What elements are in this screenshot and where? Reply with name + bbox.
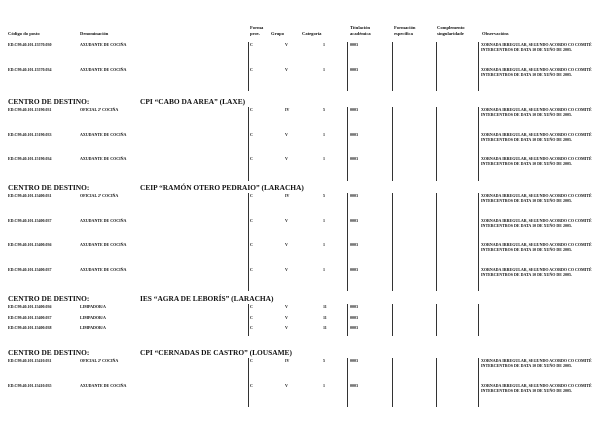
cell-forma: C bbox=[250, 325, 253, 330]
cell-forma: C bbox=[250, 107, 253, 112]
column-divider bbox=[248, 218, 249, 243]
cell-code: ED.C99.40.101.15400.031 bbox=[8, 193, 52, 198]
table-row bbox=[0, 132, 615, 157]
table-row bbox=[0, 267, 615, 292]
cell-forma: C bbox=[250, 382, 253, 388]
cell-denomination: LIMPADOR/A bbox=[80, 304, 106, 309]
cell-code: ED.C99.40.101.15410.035 bbox=[8, 382, 52, 388]
cell-observaciones: XORNADA IRREGULAR, SEGUNDO ACORDO CO COMITÉ INTERCENTROS DE DATA 10 DE XUÑO DE 2005. bbox=[481, 217, 592, 228]
cell-grupo: V bbox=[285, 325, 288, 330]
column-divider bbox=[478, 325, 479, 336]
column-divider bbox=[347, 42, 348, 67]
cell-code: ED.C99.40.101.15570.034 bbox=[8, 66, 52, 72]
cell-categoria: 5 bbox=[323, 193, 325, 198]
table-row bbox=[0, 325, 615, 336]
column-divider bbox=[436, 383, 437, 408]
column-divider bbox=[347, 358, 348, 383]
column-divider bbox=[478, 193, 479, 218]
header-observaciones: Observacións bbox=[482, 31, 509, 36]
table-row bbox=[0, 218, 615, 243]
column-divider bbox=[436, 315, 437, 326]
column-divider bbox=[436, 42, 437, 67]
table-row bbox=[0, 315, 615, 326]
center-label: CENTRO DE DESTINO: bbox=[8, 97, 90, 106]
column-divider bbox=[436, 107, 437, 132]
column-divider bbox=[478, 67, 479, 92]
cell-code: ED.C99.40.101.15400.037 bbox=[8, 314, 52, 320]
cell-observaciones: XORNADA IRREGULAR, SEGUNDO ACORDO CO COMITÉ INTERCENTROS DE DATA 10 DE XUÑO DE 2005. bbox=[481, 266, 592, 277]
cell-observaciones: XORNADA IRREGULAR, SEGUNDO ACORDO CO COMITÉ INTERCENTROS DE DATA 10 DE XUÑO DE 2005. bbox=[481, 242, 592, 252]
header-code: Código do posto bbox=[8, 31, 40, 36]
column-divider bbox=[392, 267, 393, 292]
column-divider bbox=[478, 315, 479, 326]
column-divider bbox=[436, 132, 437, 157]
column-divider bbox=[392, 42, 393, 67]
cell-categoria: 1 bbox=[323, 217, 325, 223]
column-divider bbox=[478, 107, 479, 132]
center-label: CENTRO DE DESTINO: bbox=[8, 348, 90, 357]
cell-grupo: V bbox=[285, 131, 288, 137]
column-divider bbox=[436, 267, 437, 292]
cell-denomination: OFICIAL 2ª COCIÑA bbox=[80, 107, 119, 112]
center-name: CPI “CABO DA AREA” (LAXE) bbox=[140, 97, 246, 106]
column-divider bbox=[436, 358, 437, 383]
column-divider bbox=[347, 304, 348, 315]
column-divider bbox=[392, 304, 393, 315]
cell-code: ED.C99.40.101.15410.031 bbox=[8, 358, 52, 363]
column-divider bbox=[248, 67, 249, 92]
cell-grupo: V bbox=[285, 314, 288, 320]
column-divider bbox=[478, 132, 479, 157]
column-divider bbox=[248, 304, 249, 315]
header-formacion: Formación específica bbox=[394, 25, 416, 36]
cell-denomination: AXUDANTE DE COCIÑA bbox=[80, 156, 127, 161]
cell-titulacion: 0003 bbox=[350, 107, 358, 112]
cell-code: ED.C99.40.101.15190.034 bbox=[8, 156, 52, 161]
column-divider bbox=[392, 67, 393, 92]
cell-observaciones: XORNADA IRREGULAR, SEGUNDO ACORDO CO COMITÉ INTERCENTROS DE DATA 10 DE XUÑO DE 2005. bbox=[481, 107, 592, 117]
cell-observaciones: XORNADA IRREGULAR, SEGUNDO ACORDO CO COMITÉ INTERCENTROS DE DATA 10 DE XUÑO DE 2005. bbox=[481, 66, 592, 77]
cell-titulacion: 0003 bbox=[350, 358, 358, 363]
column-divider bbox=[436, 67, 437, 92]
column-divider bbox=[347, 267, 348, 292]
cell-observaciones: XORNADA IRREGULAR, SEGUNDO ACORDO CO COMITÉ INTERCENTROS DE DATA 10 DE XUÑO DE 2005. bbox=[481, 156, 592, 166]
cell-grupo: V bbox=[285, 304, 288, 309]
column-divider bbox=[436, 193, 437, 218]
cell-forma: C bbox=[250, 156, 253, 161]
column-divider bbox=[347, 193, 348, 218]
header-titulacion: Titulación académica bbox=[350, 25, 371, 36]
column-divider bbox=[248, 383, 249, 408]
cell-observaciones: XORNADA IRREGULAR, SEGUNDO ACORDO CO COMITÉ INTERCENTROS DE DATA 10 DE XUÑO DE 2005. bbox=[481, 382, 592, 393]
column-divider bbox=[436, 304, 437, 315]
cell-denomination: AXUDANTE DE COCIÑA bbox=[80, 66, 127, 72]
cell-denomination: AXUDANTE DE COCIÑA bbox=[80, 266, 127, 272]
cell-code: ED.C99.40.101.15400.036 bbox=[8, 304, 52, 309]
cell-titulacion: 0003 bbox=[350, 382, 358, 388]
cell-code: ED.C99.40.101.15190.031 bbox=[8, 107, 52, 112]
column-divider bbox=[392, 218, 393, 243]
column-divider bbox=[392, 193, 393, 218]
column-divider bbox=[347, 325, 348, 336]
cell-code: ED.C99.40.101.15400.037 bbox=[8, 266, 52, 272]
column-divider bbox=[248, 42, 249, 67]
column-divider bbox=[478, 156, 479, 181]
center-heading bbox=[8, 294, 273, 303]
cell-forma: C bbox=[250, 193, 253, 198]
column-divider bbox=[347, 156, 348, 181]
cell-grupo: V bbox=[285, 242, 288, 247]
column-divider bbox=[392, 358, 393, 383]
cell-titulacion: 0003 bbox=[350, 156, 358, 161]
cell-denomination: OFICIAL 2ª COCIÑA bbox=[80, 358, 119, 363]
column-divider bbox=[248, 156, 249, 181]
cell-observaciones: XORNADA IRREGULAR, SEGUNDO ACORDO CO COMITÉ INTERCENTROS DE DATA 10 DE XUÑO DE 2005. bbox=[481, 42, 592, 52]
cell-observaciones: XORNADA IRREGULAR, SEGUNDO ACORDO CO COMITÉ INTERCENTROS DE DATA 10 DE XUÑO DE 2005. bbox=[481, 131, 592, 142]
column-divider bbox=[478, 242, 479, 267]
column-divider bbox=[347, 315, 348, 326]
center-label: CENTRO DE DESTINO: bbox=[8, 183, 90, 192]
cell-titulacion: 0003 bbox=[350, 242, 358, 247]
column-divider bbox=[392, 383, 393, 408]
header-categoria: Categoría bbox=[302, 31, 322, 36]
cell-categoria: 11 bbox=[323, 325, 327, 330]
column-divider bbox=[436, 156, 437, 181]
header-forma: Forma prov. bbox=[250, 25, 264, 36]
cell-forma: C bbox=[250, 217, 253, 223]
column-divider bbox=[436, 242, 437, 267]
center-name: CEIP “RAMÓN OTERO PEDRAIO” (LARACHA) bbox=[140, 183, 304, 192]
cell-categoria: 1 bbox=[323, 242, 325, 247]
cell-denomination: AXUDANTE DE COCIÑA bbox=[80, 42, 127, 47]
cell-categoria: 1 bbox=[323, 42, 325, 47]
table-row bbox=[0, 383, 615, 408]
cell-categoria: 1 bbox=[323, 266, 325, 272]
cell-categoria: 1 bbox=[323, 66, 325, 72]
column-divider bbox=[347, 107, 348, 132]
column-divider bbox=[248, 132, 249, 157]
cell-titulacion: 0003 bbox=[350, 314, 358, 320]
header-complemento: Complemento singularidade bbox=[437, 25, 465, 36]
cell-denomination: AXUDANTE DE COCIÑA bbox=[80, 217, 127, 223]
cell-forma: C bbox=[250, 66, 253, 72]
cell-denomination: OFICIAL 2ª COCIÑA bbox=[80, 193, 119, 198]
cell-grupo: V bbox=[285, 156, 288, 161]
column-divider bbox=[347, 383, 348, 408]
cell-denomination: AXUDANTE DE COCIÑA bbox=[80, 131, 127, 137]
cell-grupo: V bbox=[285, 66, 288, 72]
table-row bbox=[0, 107, 615, 132]
table-row bbox=[0, 304, 615, 315]
cell-observaciones: XORNADA IRREGULAR, SEGUNDO ACORDO CO COMITÉ INTERCENTROS DE DATA 10 DE XUÑO DE 2005. bbox=[481, 358, 592, 368]
center-heading bbox=[8, 348, 292, 357]
table-row bbox=[0, 156, 615, 181]
column-divider bbox=[436, 325, 437, 336]
cell-titulacion: 0003 bbox=[350, 217, 358, 223]
cell-titulacion: 0003 bbox=[350, 42, 358, 47]
cell-denomination: LIMPADOR/A bbox=[80, 314, 106, 320]
cell-observaciones: XORNADA IRREGULAR, SEGUNDO ACORDO CO COMITÉ INTERCENTROS DE DATA 10 DE XUÑO DE 2005. bbox=[481, 193, 592, 203]
cell-titulacion: 0003 bbox=[350, 193, 358, 198]
column-divider bbox=[248, 315, 249, 326]
cell-categoria: 5 bbox=[323, 107, 325, 112]
cell-code: ED.C99.40.101.15400.037 bbox=[8, 217, 52, 223]
column-divider bbox=[248, 267, 249, 292]
cell-titulacion: 0003 bbox=[350, 66, 358, 72]
cell-titulacion: 0003 bbox=[350, 325, 358, 330]
column-divider bbox=[436, 218, 437, 243]
cell-grupo: IV bbox=[285, 358, 290, 363]
cell-code: ED.C99.40.101.15400.038 bbox=[8, 325, 52, 330]
column-divider bbox=[347, 67, 348, 92]
cell-forma: C bbox=[250, 266, 253, 272]
cell-titulacion: 0003 bbox=[350, 266, 358, 272]
column-divider bbox=[392, 242, 393, 267]
column-divider bbox=[248, 358, 249, 383]
cell-forma: C bbox=[250, 304, 253, 309]
column-divider bbox=[347, 132, 348, 157]
cell-forma: C bbox=[250, 242, 253, 247]
column-divider bbox=[478, 42, 479, 67]
cell-code: ED.C99.40.101.15400.036 bbox=[8, 242, 52, 247]
cell-grupo: V bbox=[285, 382, 288, 388]
cell-code: ED.C99.40.101.15570.030 bbox=[8, 42, 52, 47]
cell-denomination: AXUDANTE DE COCIÑA bbox=[80, 242, 127, 247]
column-divider bbox=[248, 193, 249, 218]
cell-grupo: IV bbox=[285, 107, 290, 112]
cell-grupo: IV bbox=[285, 193, 290, 198]
column-divider bbox=[347, 242, 348, 267]
cell-categoria: 11 bbox=[323, 304, 327, 309]
cell-forma: C bbox=[250, 42, 253, 47]
cell-grupo: V bbox=[285, 42, 288, 47]
column-divider bbox=[478, 358, 479, 383]
column-divider bbox=[478, 267, 479, 292]
cell-forma: C bbox=[250, 314, 253, 320]
cell-grupo: V bbox=[285, 266, 288, 272]
cell-titulacion: 0003 bbox=[350, 131, 358, 137]
column-divider bbox=[392, 107, 393, 132]
column-divider bbox=[347, 218, 348, 243]
column-divider bbox=[392, 156, 393, 181]
column-divider bbox=[478, 383, 479, 408]
column-divider bbox=[392, 325, 393, 336]
header-grupo: Grupo bbox=[271, 31, 285, 36]
table-row bbox=[0, 42, 615, 67]
cell-forma: C bbox=[250, 131, 253, 137]
cell-forma: C bbox=[250, 358, 253, 363]
table-row bbox=[0, 193, 615, 218]
cell-categoria: 11 bbox=[323, 314, 327, 320]
cell-categoria: 1 bbox=[323, 156, 325, 161]
column-divider bbox=[248, 325, 249, 336]
column-divider bbox=[478, 304, 479, 315]
cell-categoria: 1 bbox=[323, 131, 325, 137]
table-row bbox=[0, 242, 615, 267]
column-divider bbox=[248, 107, 249, 132]
column-divider bbox=[248, 242, 249, 267]
table-row bbox=[0, 358, 615, 383]
cell-categoria: 5 bbox=[323, 358, 325, 363]
center-name: CPI “CERNADAS DE CASTRO” (LOUSAME) bbox=[140, 348, 292, 357]
cell-denomination: AXUDANTE DE COCIÑA bbox=[80, 382, 127, 388]
header-denomination: Denominación bbox=[80, 31, 109, 36]
cell-denomination: LIMPADOR/A bbox=[80, 325, 106, 330]
cell-code: ED.C99.40.101.15190.033 bbox=[8, 131, 52, 137]
center-heading bbox=[8, 183, 304, 192]
column-divider bbox=[392, 132, 393, 157]
center-label: CENTRO DE DESTINO: bbox=[8, 294, 90, 303]
cell-titulacion: 0003 bbox=[350, 304, 358, 309]
cell-grupo: V bbox=[285, 217, 288, 223]
column-divider bbox=[392, 315, 393, 326]
cell-categoria: 1 bbox=[323, 382, 325, 388]
column-divider bbox=[478, 218, 479, 243]
center-heading bbox=[8, 97, 245, 106]
center-name: IES “AGRA DE LEBORÍS” (LARACHA) bbox=[140, 294, 274, 303]
table-row bbox=[0, 67, 615, 92]
